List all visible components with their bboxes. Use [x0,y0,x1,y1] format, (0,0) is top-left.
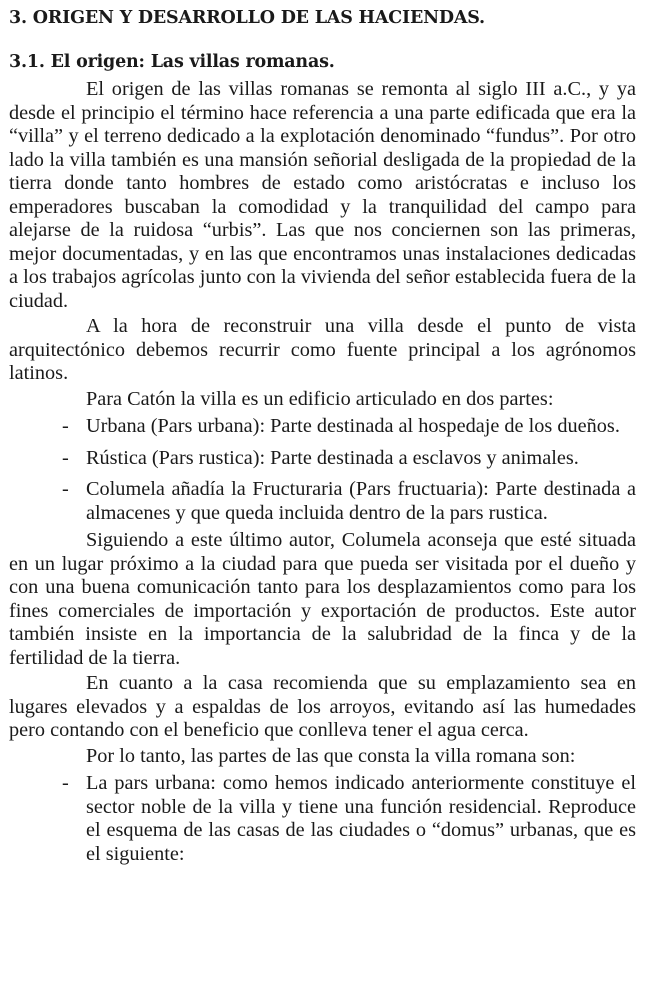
roman-villa-parts-list [9,772,636,866]
list-bullet: - [62,772,69,794]
paragraph-parts-intro: Por lo tanto, las partes de las que consta la villa romana son: [86,744,576,767]
paragraph-reconstruction: A la hora de reconstruir una villa desde el punto de vista arquitectónico debemos recurrir como fuente principal a los agrónomos latinos. [9,315,636,384]
paragraph-origin: El origen de las villas romanas se remonta al siglo III a.C., y ya desde el principio el término hace referencia a una parte edificada que era la “villa” y el terreno dedicado a la explotación denominado “fundus”. Por otro lado la villa también es una mansión señorial desligada de la propiedad de la tierra donde tanto hombres de estado como aristócratas e incluso los emperadores buscaban la comodidad y la tranquilidad del campo para alejarse de la ruidosa “urbis”. Las que nos conciernen son las primeras, mejor documentadas, y en las que encontramos unas instalaciones dedicadas a los trabajos agrícolas junto con la vivienda del señor establecida fuera de la ciudad. [9,78,636,312]
subsection-heading: 3.1. El origen: Las villas romanas. [9,52,335,72]
list-bullet: - [62,478,69,500]
list-item-text: Urbana (Pars urbana): Parte destinada al hospedaje de los dueños. [86,415,620,437]
paragraph-caton: Para Catón la villa es un edificio articulado en dos partes: [86,387,554,410]
list-item [9,447,636,471]
list-bullet: - [62,446,69,469]
section-heading: 3. ORIGEN Y DESARROLLO DE LAS HACIENDAS. [9,8,485,28]
list-item [9,772,636,866]
paragraph-house-location: En cuanto a la casa recomienda que su emplazamiento sea en lugares elevados y a espaldas de los arroyos, evitando así las humedades pero contando con el beneficio que conlleva tener el agua cerca. [9,672,636,741]
villa-parts-list [9,415,636,525]
list-item [9,478,636,525]
list-item-text: La pars urbana: como hemos indicado anteriormente constituye el sector noble de la villa y tiene una función residencial. Reproduce el esquema de las casas de las ciudades o “domus” urbanas, que es el siguiente: [86,772,636,865]
document-page [9,0,636,866]
list-item-text: Rústica (Pars rustica): Parte destinada a esclavos y animales. [86,446,579,469]
list-item-text: Columela añadía la Fructuraria (Pars fructuaria): Parte destinada a almacenes y que queda incluida dentro de la pars rustica. [86,478,636,524]
paragraph-columela: Siguiendo a este último autor, Columela aconseja que esté situada en un lugar próximo a la ciudad para que pueda ser visitada por el dueño y con una buena comunicación tanto para los desplazamientos como para los fines comerciales de importación y exportación de productos. Este autor también insiste en la importancia de la salubridad de la finca y de la fertilidad de la tierra. [9,529,636,669]
list-item [9,415,636,439]
list-bullet: - [62,415,69,437]
